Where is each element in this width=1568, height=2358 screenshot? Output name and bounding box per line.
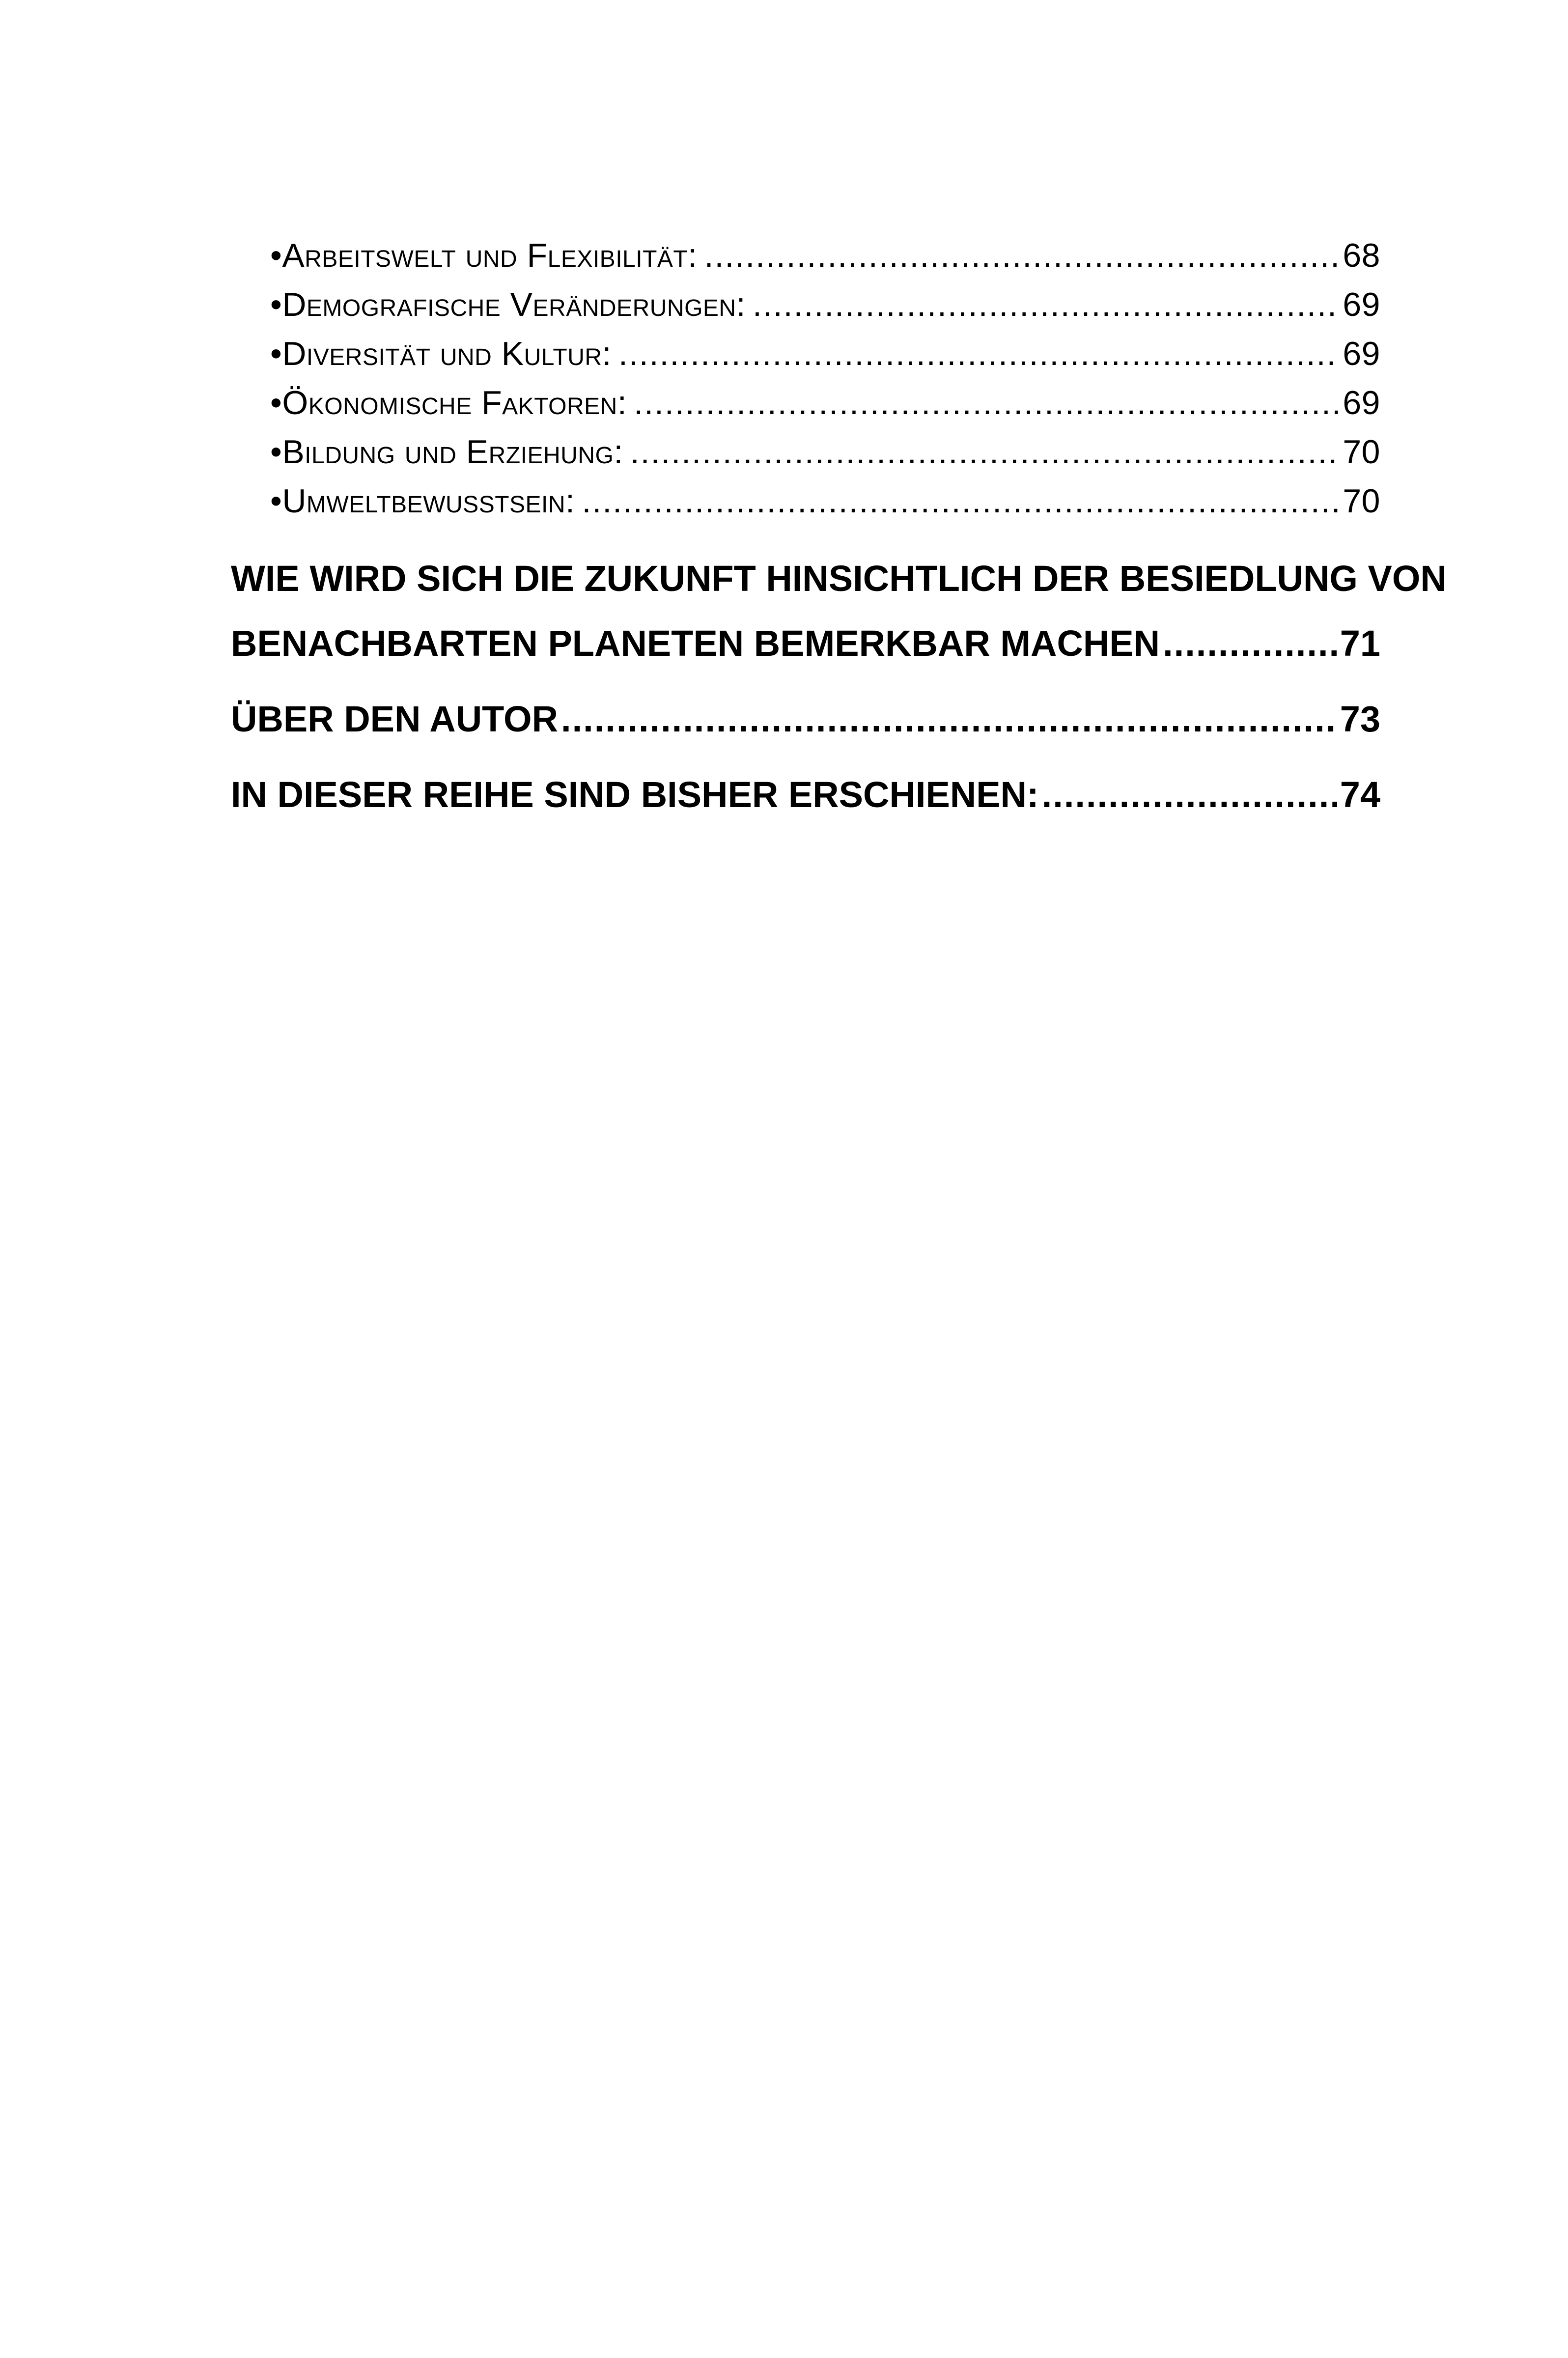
toc-page-number: 71	[1340, 623, 1380, 664]
dot-leader	[753, 280, 1340, 329]
toc-entry-line	[231, 611, 1380, 676]
toc-page-number: 74	[1340, 774, 1380, 815]
toc-entry-title: Ökonomische Faktoren:	[282, 384, 627, 421]
toc-entry-title: Bildung und Erziehung:	[282, 433, 623, 471]
bullet-icon: •	[270, 384, 282, 421]
dot-leader	[582, 477, 1340, 526]
dot-leader	[630, 427, 1340, 477]
toc-main-entry[interactable]	[231, 762, 1380, 827]
dot-leader	[704, 231, 1340, 280]
dot-leader	[561, 687, 1337, 752]
bullet-icon: •	[270, 433, 282, 471]
bullet-icon: •	[270, 335, 282, 372]
toc-entry-title: WIE WIRD SICH DIE ZUKUNFT HINSICHTLICH DER BESIEDLUNG VON	[231, 558, 1447, 599]
toc-entry-title: ÜBER DEN AUTOR	[231, 699, 559, 739]
sub-entry-list	[270, 231, 1380, 526]
toc-page-number: 69	[1343, 384, 1380, 421]
dot-leader	[634, 378, 1340, 427]
toc-main-entry[interactable]	[231, 546, 1447, 676]
toc-entry-title: Umweltbewusstsein:	[282, 482, 575, 520]
toc-sub-entry[interactable]	[270, 477, 1380, 526]
toc-page-number: 73	[1340, 699, 1380, 739]
dot-leader	[618, 329, 1340, 378]
bullet-icon: •	[270, 286, 282, 323]
toc-page-number: 68	[1343, 237, 1380, 274]
toc-page-number: 69	[1343, 335, 1380, 372]
toc-sub-entry[interactable]	[270, 378, 1380, 427]
toc-page-number: 69	[1343, 286, 1380, 323]
toc-entry-title: Diversität und Kultur:	[282, 335, 612, 372]
toc-page-number: 70	[1343, 482, 1380, 520]
dot-leader	[1163, 611, 1337, 676]
bullet-icon: •	[270, 237, 282, 274]
toc-sub-entry[interactable]	[270, 280, 1380, 329]
toc-page-number: 70	[1343, 433, 1380, 471]
toc-main-entry[interactable]	[231, 687, 1380, 752]
toc-entry-title: Demografische Veränderungen:	[282, 286, 746, 323]
toc-entry-title: Arbeitswelt und Flexibilität:	[282, 237, 698, 274]
toc-entry-line	[231, 762, 1380, 827]
toc-sub-entry[interactable]	[270, 427, 1380, 477]
table-of-contents	[231, 231, 1447, 827]
bullet-icon: •	[270, 482, 282, 520]
toc-entry-title-continued: BENACHBARTEN PLANETEN BEMERKBAR MACHEN	[231, 623, 1160, 664]
dot-leader	[1042, 762, 1337, 827]
toc-sub-entry[interactable]	[270, 329, 1380, 378]
toc-sub-entry[interactable]	[270, 231, 1380, 280]
toc-entry-line	[231, 687, 1380, 752]
toc-entry-title: IN DIESER REIHE SIND BISHER ERSCHIENEN:	[231, 774, 1039, 815]
